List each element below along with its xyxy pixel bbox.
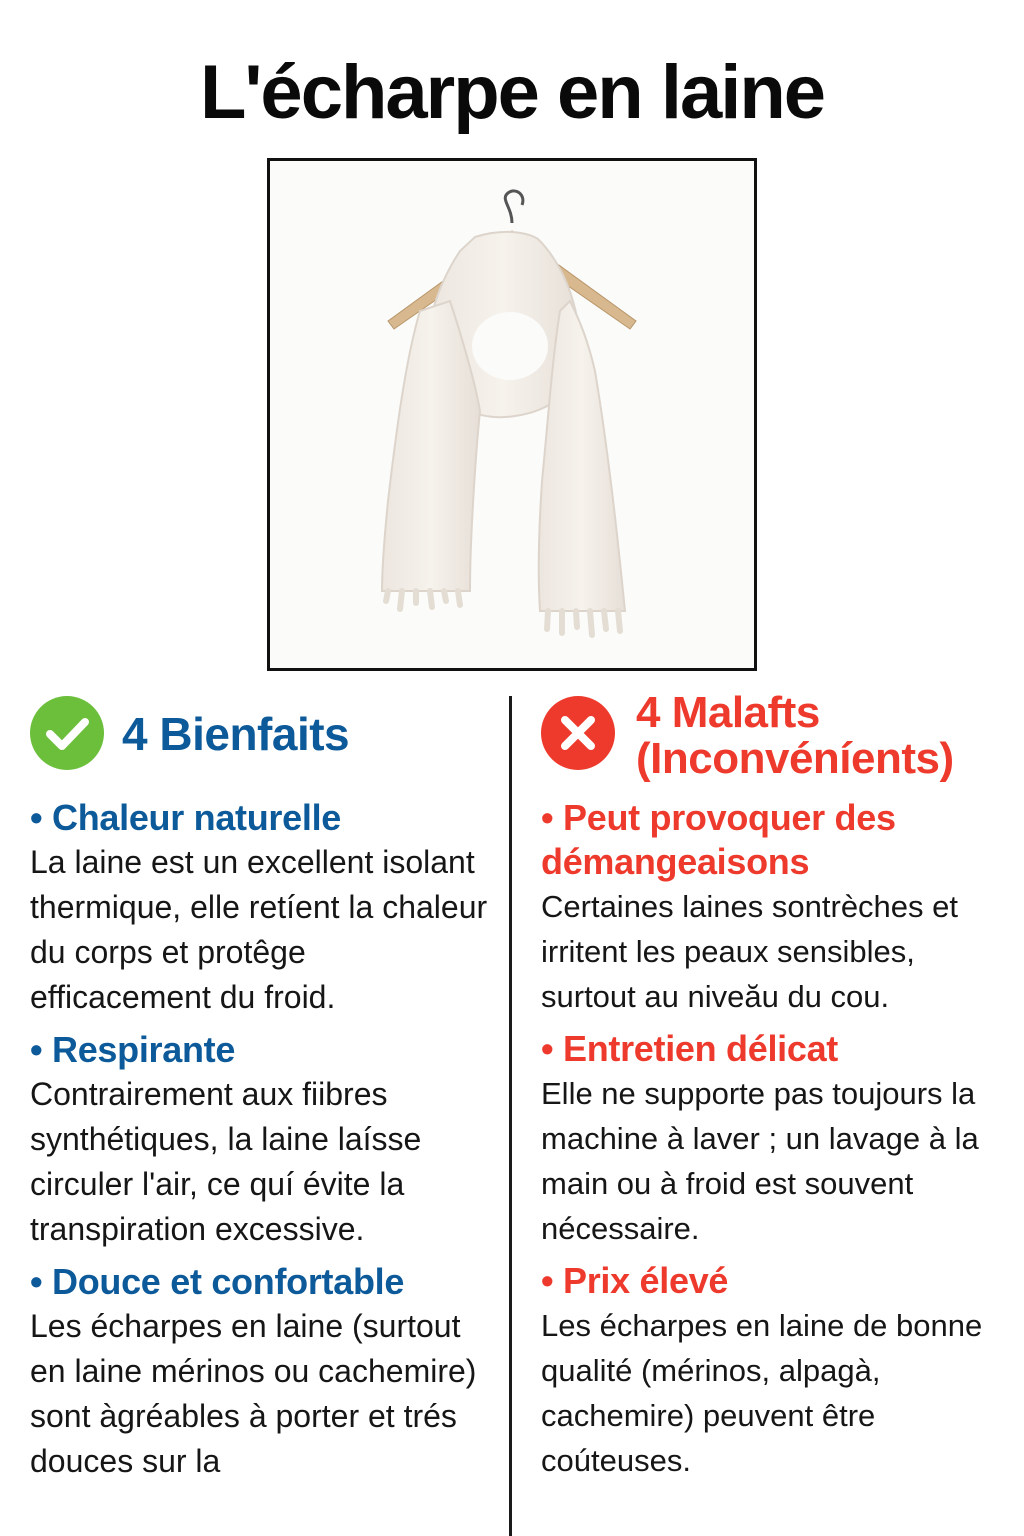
item-title: • Respirante bbox=[30, 1029, 236, 1070]
list-item bbox=[541, 796, 1011, 1019]
item-text: Contrairement aux fiibres synthétiques, la laine laísse circuler l'air, ce quí évite la transpiration excessive. bbox=[30, 1076, 422, 1247]
item-text: Elle ne supporte pas toujours la machine à laver ; un lavage à la main ou à froid est souvent nécessaire. bbox=[541, 1076, 979, 1246]
item-text: Certaines laines sontrèches et irritent les peaux sensibles, surtout au niveău du cou. bbox=[541, 889, 959, 1014]
list-item bbox=[30, 1260, 495, 1484]
item-title: • Prix élevé bbox=[541, 1260, 729, 1301]
cross-circle-icon bbox=[541, 696, 615, 770]
item-title: • Entretien délicat bbox=[541, 1028, 838, 1069]
item-text: Les écharpes en laine de bonne qualité (mérinos, alpagà, cachemire) peuvent être coúteuses. bbox=[541, 1308, 983, 1478]
check-circle-icon bbox=[30, 696, 104, 770]
list-item bbox=[541, 1259, 1011, 1483]
item-title: • Douce et confortable bbox=[30, 1261, 405, 1302]
list-item bbox=[30, 796, 495, 1020]
column-divider bbox=[509, 696, 512, 1536]
item-title: • Chaleur naturelle bbox=[30, 797, 341, 838]
item-text: Les écharpes en laine (surtout en laine mérinos ou cachemire) sont àgréables à porter et trés douces sur la bbox=[30, 1308, 477, 1479]
list-item bbox=[30, 1028, 495, 1252]
item-text: La laine est un excellent isolant thermique, elle retíent la chaleur du corps et protêge efficacement du froid. bbox=[30, 844, 488, 1015]
pros-list bbox=[30, 796, 495, 1492]
pros-heading: 4 Bienfaits bbox=[122, 708, 350, 760]
cons-list bbox=[541, 796, 1011, 1491]
cons-column bbox=[541, 688, 1011, 1478]
cons-header bbox=[541, 690, 1011, 790]
pros-header bbox=[30, 690, 495, 790]
cons-heading: 4 Malafts (Inconvéníents) bbox=[636, 688, 954, 783]
page-title: L'écharpe en laine bbox=[199, 50, 825, 135]
list-item bbox=[541, 1027, 1011, 1251]
scarf-photo bbox=[267, 158, 757, 671]
item-title: • Peut provoquer des démangeaisons bbox=[541, 797, 896, 882]
pros-column bbox=[30, 690, 495, 1479]
